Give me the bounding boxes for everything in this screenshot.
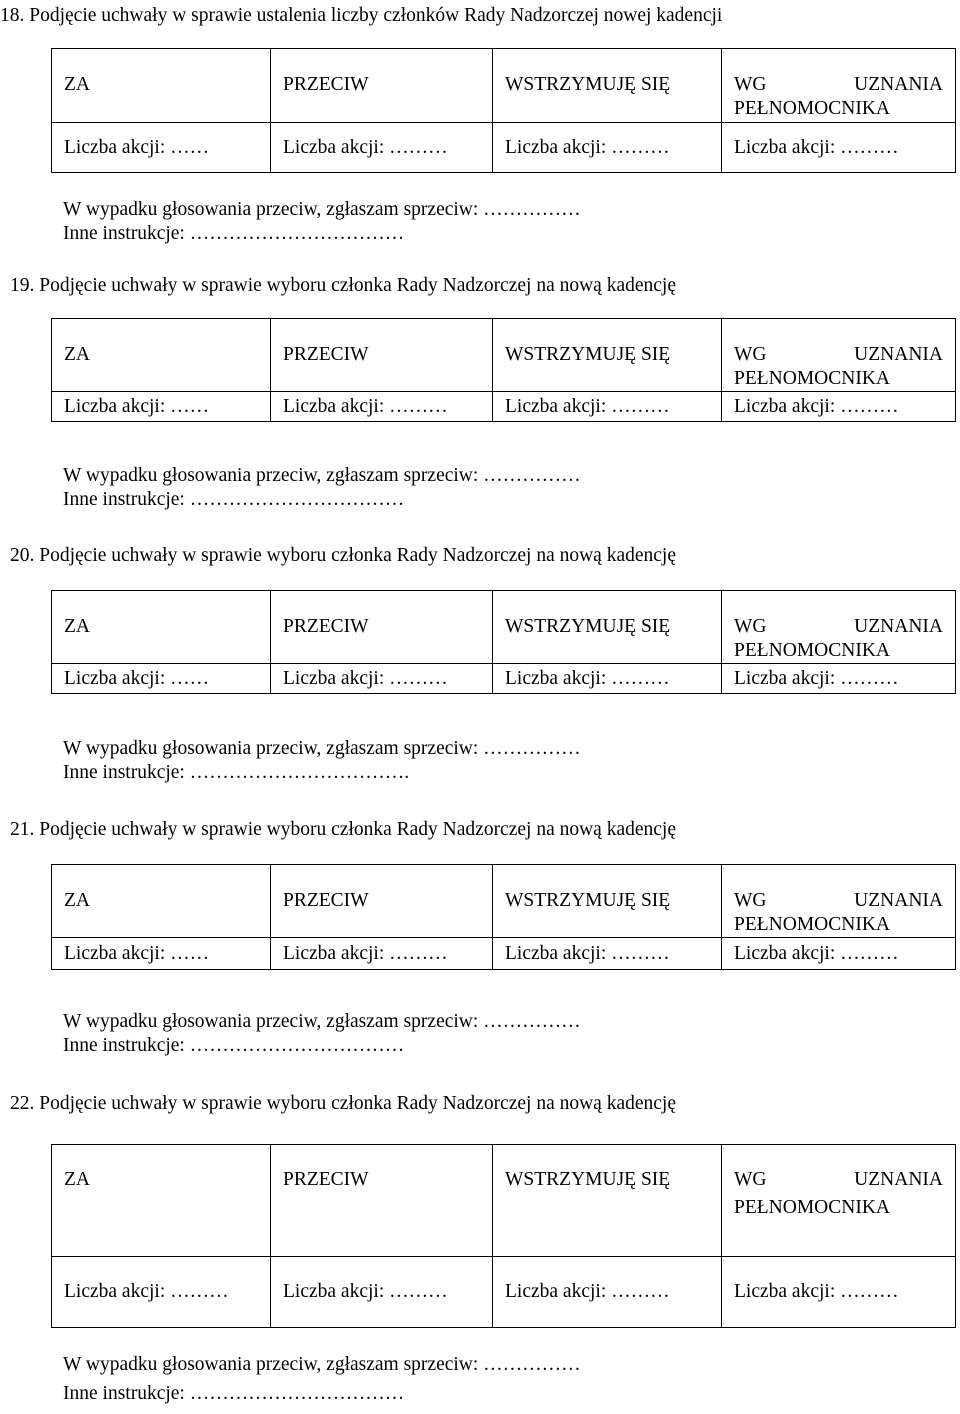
vote-wstrzymuje-label: WSTRZYMUJĘ SIĘ (505, 616, 671, 637)
vote-przeciw-cell[interactable] (271, 1145, 493, 1257)
vote-wstrzymuje-cell[interactable] (493, 1145, 722, 1257)
instructions-line[interactable]: Inne instrukcje: ……………………………. (63, 762, 410, 783)
section-notes (63, 464, 581, 512)
vote-options-row (52, 319, 956, 392)
share-count-wg-uznania[interactable]: Liczba akcji: ……… (722, 392, 956, 422)
vote-za-label: ZA (64, 344, 90, 365)
vote-uznania-label: UZNANIA (854, 890, 943, 911)
vote-przeciw-cell[interactable] (271, 591, 493, 664)
vote-wstrzymuje-label: WSTRZYMUJĘ SIĘ (505, 890, 671, 911)
instructions-line[interactable]: Inne instrukcje: …………………………… (63, 223, 405, 244)
share-count-przeciw[interactable]: Liczba akcji: ……… (271, 1257, 493, 1328)
vote-pelnomocnika-label: PEŁNOMOCNIKA (734, 98, 890, 119)
resolution-heading: 19. Podjęcie uchwały w sprawie wyboru członka Rady Nadzorczej na nową kadencję (10, 275, 676, 296)
vote-przeciw-cell[interactable] (271, 319, 493, 392)
vote-table (51, 318, 956, 422)
section-notes (63, 1010, 581, 1058)
share-count-wstrzymuje[interactable]: Liczba akcji: ……… (493, 664, 722, 694)
vote-przeciw-cell[interactable] (271, 49, 493, 123)
vote-wstrzymuje-label: WSTRZYMUJĘ SIĘ (505, 1169, 671, 1190)
section-notes (63, 198, 581, 246)
vote-przeciw-label: PRZECIW (283, 1169, 369, 1190)
instructions-line[interactable]: Inne instrukcje: …………………………… (63, 489, 405, 510)
share-count-przeciw[interactable]: Liczba akcji: ……… (271, 123, 493, 173)
share-count-row (52, 123, 956, 173)
objection-line[interactable]: W wypadku głosowania przeciw, zgłaszam sprzeciw: …………… (63, 1354, 581, 1375)
vote-przeciw-label: PRZECIW (283, 74, 369, 95)
vote-wg-label: WG (734, 890, 767, 911)
vote-za-cell[interactable] (52, 591, 271, 664)
share-count-za[interactable]: Liczba akcji: …… (52, 123, 271, 173)
vote-za-label: ZA (64, 74, 90, 95)
vote-wg-label: WG (734, 616, 767, 637)
share-count-wg-uznania[interactable]: Liczba akcji: ……… (722, 1257, 956, 1328)
share-count-row (52, 938, 956, 970)
vote-za-cell[interactable] (52, 865, 271, 938)
share-count-przeciw[interactable]: Liczba akcji: ……… (271, 392, 493, 422)
vote-wg-uznania-cell[interactable] (722, 1145, 956, 1257)
resolution-heading: 18. Podjęcie uchwały w sprawie ustalenia liczby członków Rady Nadzorczej nowej kadencji (0, 5, 723, 26)
vote-table (51, 864, 956, 970)
vote-za-cell[interactable] (52, 49, 271, 123)
vote-wg-label: WG (734, 1169, 767, 1190)
vote-table (51, 48, 956, 173)
vote-uznania-label: UZNANIA (854, 1169, 943, 1190)
vote-za-cell[interactable] (52, 1145, 271, 1257)
vote-options-row (52, 49, 956, 123)
share-count-wstrzymuje[interactable]: Liczba akcji: ……… (493, 392, 722, 422)
vote-wstrzymuje-label: WSTRZYMUJĘ SIĘ (505, 344, 671, 365)
share-count-za[interactable]: Liczba akcji: …… (52, 938, 271, 970)
vote-wstrzymuje-label: WSTRZYMUJĘ SIĘ (505, 74, 671, 95)
vote-table (51, 1144, 956, 1328)
section-notes (63, 1350, 581, 1408)
instructions-line[interactable]: Inne instrukcje: …………………………… (63, 1035, 405, 1056)
share-count-wstrzymuje[interactable]: Liczba akcji: ……… (493, 123, 722, 173)
vote-wg-label: WG (734, 344, 767, 365)
vote-wg-uznania-cell[interactable] (722, 591, 956, 664)
vote-options-row (52, 1145, 956, 1257)
vote-wg-uznania-cell[interactable] (722, 865, 956, 938)
vote-table (51, 590, 956, 694)
share-count-wstrzymuje[interactable]: Liczba akcji: ……… (493, 938, 722, 970)
share-count-row (52, 664, 956, 694)
objection-line[interactable]: W wypadku głosowania przeciw, zgłaszam sprzeciw: …………… (63, 1011, 581, 1032)
vote-uznania-label: UZNANIA (854, 616, 943, 637)
vote-pelnomocnika-label: PEŁNOMOCNIKA (734, 368, 890, 389)
vote-wg-uznania-cell[interactable] (722, 319, 956, 392)
section-notes (63, 737, 581, 785)
vote-uznania-label: UZNANIA (854, 344, 943, 365)
vote-wstrzymuje-cell[interactable] (493, 865, 722, 938)
share-count-wg-uznania[interactable]: Liczba akcji: ……… (722, 664, 956, 694)
share-count-za[interactable]: Liczba akcji: ……… (52, 1257, 271, 1328)
vote-wstrzymuje-cell[interactable] (493, 49, 722, 123)
share-count-wg-uznania[interactable]: Liczba akcji: ……… (722, 938, 956, 970)
vote-wg-uznania-cell[interactable] (722, 49, 956, 123)
vote-wstrzymuje-cell[interactable] (493, 319, 722, 392)
objection-line[interactable]: W wypadku głosowania przeciw, zgłaszam sprzeciw: …………… (63, 465, 581, 486)
vote-pelnomocnika-label: PEŁNOMOCNIKA (734, 1197, 890, 1218)
vote-pelnomocnika-label: PEŁNOMOCNIKA (734, 914, 890, 935)
vote-pelnomocnika-label: PEŁNOMOCNIKA (734, 640, 890, 661)
share-count-za[interactable]: Liczba akcji: …… (52, 392, 271, 422)
instructions-line[interactable]: Inne instrukcje: …………………………… (63, 1383, 405, 1404)
vote-wg-label: WG (734, 74, 767, 95)
vote-przeciw-label: PRZECIW (283, 616, 369, 637)
share-count-row (52, 392, 956, 422)
vote-za-cell[interactable] (52, 319, 271, 392)
share-count-row (52, 1257, 956, 1328)
vote-przeciw-cell[interactable] (271, 865, 493, 938)
vote-options-row (52, 865, 956, 938)
resolution-heading: 22. Podjęcie uchwały w sprawie wyboru członka Rady Nadzorczej na nową kadencję (10, 1093, 676, 1114)
share-count-przeciw[interactable]: Liczba akcji: ……… (271, 664, 493, 694)
vote-uznania-label: UZNANIA (854, 74, 943, 95)
share-count-za[interactable]: Liczba akcji: …… (52, 664, 271, 694)
resolution-heading: 21. Podjęcie uchwały w sprawie wyboru członka Rady Nadzorczej na nową kadencję (10, 819, 676, 840)
vote-przeciw-label: PRZECIW (283, 890, 369, 911)
vote-za-label: ZA (64, 1169, 90, 1190)
objection-line[interactable]: W wypadku głosowania przeciw, zgłaszam sprzeciw: …………… (63, 199, 581, 220)
share-count-wstrzymuje[interactable]: Liczba akcji: ……… (493, 1257, 722, 1328)
resolution-heading: 20. Podjęcie uchwały w sprawie wyboru członka Rady Nadzorczej na nową kadencję (10, 545, 676, 566)
vote-za-label: ZA (64, 616, 90, 637)
objection-line[interactable]: W wypadku głosowania przeciw, zgłaszam sprzeciw: …………… (63, 738, 581, 759)
vote-wstrzymuje-cell[interactable] (493, 591, 722, 664)
vote-options-row (52, 591, 956, 664)
vote-za-label: ZA (64, 890, 90, 911)
share-count-przeciw[interactable]: Liczba akcji: ……… (271, 938, 493, 970)
vote-przeciw-label: PRZECIW (283, 344, 369, 365)
share-count-wg-uznania[interactable]: Liczba akcji: ……… (722, 123, 956, 173)
